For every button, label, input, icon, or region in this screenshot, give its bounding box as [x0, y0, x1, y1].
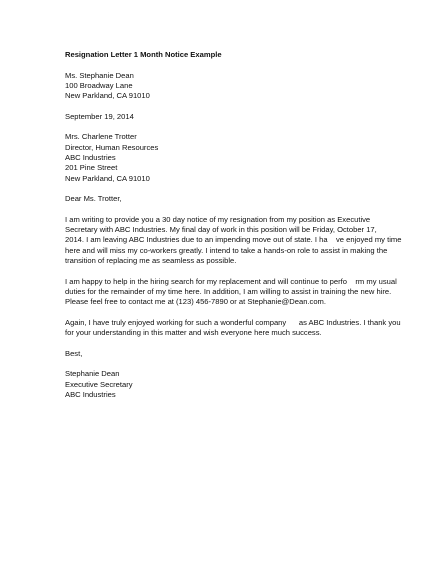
paragraph-line: for your understanding in this matter and wish everyone here much success. — [65, 328, 322, 338]
paragraph-line: I am writing to provide you a 30 day notice of my resignation from my position as Executive — [65, 214, 371, 224]
signature-block — [65, 369, 385, 400]
letter-title: Resignation Letter 1 Month Notice Example — [65, 50, 222, 59]
recipient-title: Director, Human Resources — [65, 142, 159, 152]
recipient-city: New Parkland, CA 91010 — [65, 173, 150, 183]
date-text: September 19, 2014 — [65, 111, 134, 121]
paragraph-line: duties for the remainder of my time here. In addition, I am willing to assist in training the new hire. — [65, 286, 392, 296]
recipient-name: Mrs. Charlene Trotter — [65, 132, 137, 142]
sender-name: Ms. Stephanie Dean — [65, 70, 134, 80]
paragraph-line: I am happy to help in the hiring search for my replacement and will continue to perfo rm my usual — [65, 276, 397, 286]
paragraph-line: here and will miss my co-workers greatly. I intend to take a hands-on role to assist in making the — [65, 245, 388, 255]
recipient-address — [65, 132, 385, 183]
signature-company: ABC Industries — [65, 389, 116, 399]
sender-address — [65, 71, 385, 102]
recipient-street: 201 Pine Street — [65, 163, 118, 173]
signature-name: Stephanie Dean — [65, 369, 120, 379]
sender-city: New Parkland, CA 91010 — [65, 91, 150, 101]
body-paragraph-3 — [65, 317, 401, 339]
body-paragraph-1 — [65, 214, 402, 266]
sender-street: 100 Broadway Lane — [65, 80, 133, 90]
paragraph-line: Secretary with ABC Industries. My final day of work in this position will be Friday, October 17, — [65, 225, 377, 235]
paragraph-line: 2014. I am leaving ABC Industries due to an impending move out of state. I ha ve enjoyed my time — [65, 235, 402, 245]
recipient-company: ABC Industries — [65, 153, 116, 163]
resignation-letter — [65, 50, 402, 410]
paragraph-line: Please feel free to contact me at (123) 456-7890 or at Stephanie@Dean.com. — [65, 297, 326, 307]
signature-title: Executive Secretary — [65, 379, 133, 389]
closing — [65, 349, 385, 359]
letter-date — [65, 112, 385, 122]
body-paragraph-2 — [65, 276, 397, 308]
closing-text: Best, — [65, 348, 83, 358]
paragraph-line: transition of replacing me as seamless as possible. — [65, 256, 237, 266]
salutation — [65, 194, 385, 204]
paragraph-line: Again, I have truly enjoyed working for such a wonderful company as ABC Industries. I thank you — [65, 317, 401, 327]
salutation-text: Dear Ms. Trotter, — [65, 194, 122, 204]
